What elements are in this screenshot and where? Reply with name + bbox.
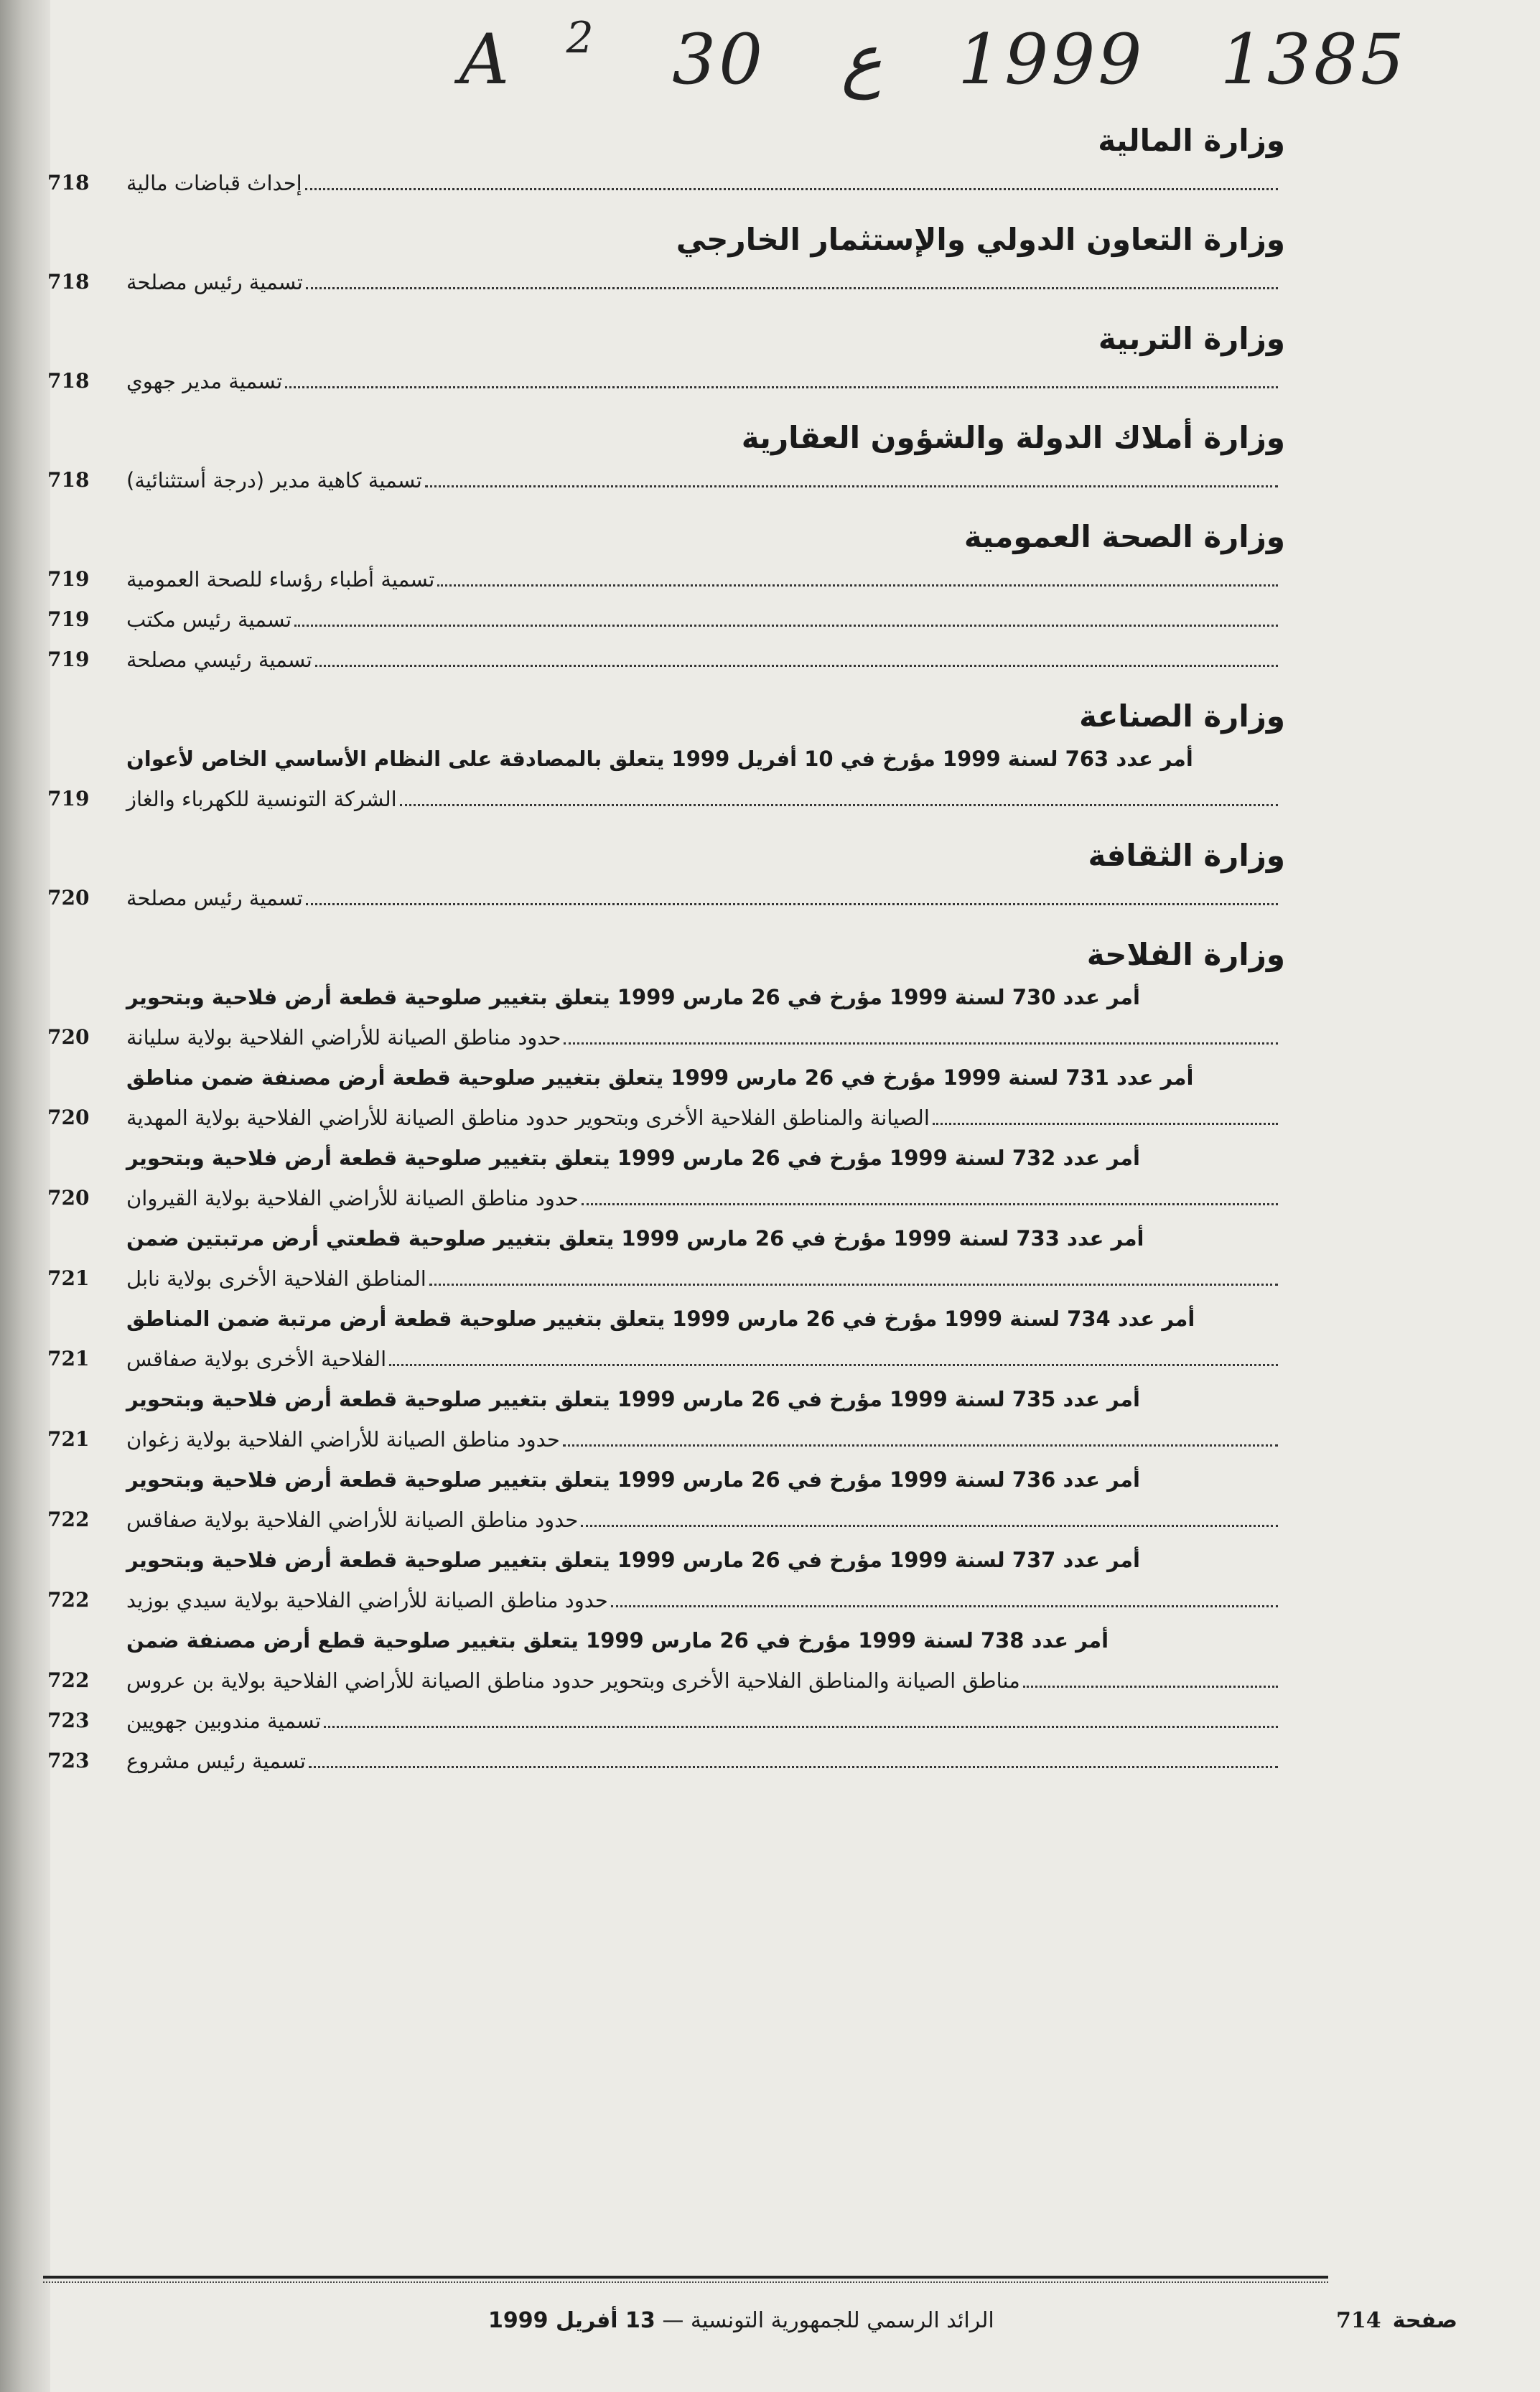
toc-entry-text [126,163,1328,203]
toc-page-number: 721 [47,1266,90,1290]
toc-line-text: حدود مناطق الصيانة للأراضي الفلاحية بولاية صفاقس [126,1508,579,1532]
toc-line-text: تسمية رئيسي مصلحة [126,648,312,672]
ministry-heading: وزارة الثقافة [1088,838,1285,873]
toc-line-text: حدود مناطق الصيانة للأراضي الفلاحية بولاية القيروان [126,1186,579,1210]
dot-leader [564,1042,1278,1045]
toc-line-text: الصيانة والمناطق الفلاحية الأخرى وبتحوير حدود مناطق الصيانة للأراضي الفلاحية بولاية المهدية [126,1106,930,1130]
toc-line-text: تسمية رئيس مصلحة [126,886,303,910]
handwritten-mark: 1385 [1220,19,1407,100]
footer-dotted-rule [43,2281,1328,2283]
toc-line-text: الشركة التونسية للكهرباء والغاز [126,787,397,811]
toc-entry [43,1379,1328,1459]
dot-leader [933,1122,1278,1125]
toc-entry-text [126,1057,1328,1138]
toc-entry-line [126,1218,1285,1258]
toc-entry-line [126,1339,1285,1379]
toc-page-number: 718 [47,171,90,195]
toc-page-number: 719 [47,567,90,591]
ministry-heading: وزارة التعاون الدولي والإستثمار الخارجي [676,222,1285,257]
dot-leader [285,386,1278,388]
toc-entry-text [126,977,1328,1057]
page-number: 714 [1335,2308,1381,2333]
dot-leader [611,1604,1278,1607]
toc-entry-line [126,599,1285,640]
toc-line-text: أمر عدد 737 لسنة 1999 مؤرخ في 26 مارس 1999 يتعلق بتغيير صلوحية قطعة أرض فلاحية وبتحوير [126,1548,1140,1572]
toc-page-number: 723 [47,1709,90,1732]
dot-leader [306,286,1278,289]
toc-line-text: أمر عدد 734 لسنة 1999 مؤرخ في 26 مارس 1999 يتعلق بتغيير صلوحية قطعة أرض مرتبة ضمن المناطق [126,1307,1195,1331]
dot-leader [582,1202,1278,1205]
dot-leader [309,1765,1278,1768]
section-gap [43,203,1328,218]
toc-entry-line [126,1258,1285,1299]
handwritten-mark: 30 [672,19,766,100]
toc-entry [43,878,1328,918]
section-gap [43,1781,1328,1795]
toc-entry [43,1299,1328,1379]
toc-line-text: أمر عدد 731 لسنة 1999 مؤرخ في 26 مارس 1999 يتعلق بتغيير صلوحية قطعة أرض مصنفة ضمن مناطق [126,1065,1194,1090]
toc-entry-text [126,460,1328,500]
toc-entry-line [126,779,1285,819]
toc-entry-text [126,739,1328,819]
journal-name: الرائد الرسمي للجمهورية التونسية [690,2308,994,2333]
section-gap [43,680,1328,694]
toc-entry-line [126,361,1285,401]
toc-page-number: 722 [47,1508,90,1531]
ministry-heading: وزارة الصحة العمومية [963,519,1285,554]
toc-line-text: أمر عدد 735 لسنة 1999 مؤرخ في 26 مارس 1999 يتعلق بتغيير صلوحية قطعة أرض فلاحية وبتحوير [126,1387,1140,1411]
toc-entry [43,640,1328,680]
toc-entry-line [126,1660,1285,1701]
toc-entry-line [126,1701,1285,1741]
journal-title: الرائد الرسمي للجمهورية التونسية — 13 أفريل 1999 [488,2308,994,2333]
dot-leader [581,1524,1278,1527]
toc-entry [43,1620,1328,1701]
handwritten-mark: ع [841,19,882,100]
page-number-block [1336,2308,1457,2333]
toc-entry-line [126,1379,1285,1419]
dot-leader [400,803,1278,806]
toc-entry [43,1701,1328,1741]
toc-line-text: تسمية مدير جهوي [126,369,283,393]
ministry-heading: وزارة التربية [1098,321,1285,356]
toc-page-number: 718 [47,270,90,294]
handwritten-mark: 1999 [958,19,1145,100]
footer-rule [43,2276,1328,2279]
toc-entry-text [126,1741,1328,1781]
section-gap [43,302,1328,317]
toc-entry-text [126,1218,1328,1299]
section-gap [43,819,1328,833]
toc-line-text: أمر عدد 732 لسنة 1999 مؤرخ في 26 مارس 1999 يتعلق بتغيير صلوحية قطعة أرض فلاحية وبتحوير [126,1146,1140,1170]
toc-entry-text [126,1299,1328,1379]
toc-entry [43,163,1328,203]
toc-entry-text [126,1379,1328,1459]
dot-leader [315,664,1278,667]
toc-entry [43,262,1328,302]
ministry-heading: وزارة أملاك الدولة والشؤون العقارية [741,420,1285,455]
toc-page-number: 723 [47,1749,90,1772]
dot-leader [294,624,1278,627]
toc-entry-line [126,163,1285,203]
toc-entry-text [126,1540,1328,1620]
toc-page-number: 721 [47,1347,90,1370]
toc-entry [43,739,1328,819]
toc-line-text: أمر عدد 763 لسنة 1999 مؤرخ في 10 أفريل 1999 يتعلق بالمصادقة على النظام الأساسي الخاص لأعوان [126,747,1193,771]
toc-entry-line [126,1057,1285,1098]
dot-leader [1023,1685,1278,1688]
toc-entry [43,559,1328,599]
dot-leader [425,485,1278,487]
toc-entry-text [126,361,1328,401]
dot-leader [437,584,1278,587]
toc-line-text: تسمية رئيس مصلحة [126,270,303,294]
toc-page-number: 719 [47,648,90,671]
toc-line-text: المناطق الفلاحية الأخرى بولاية نابل [126,1266,426,1291]
toc-entry [43,599,1328,640]
toc-entry-line [126,1098,1285,1138]
toc-entry [43,1459,1328,1540]
toc-entry [43,1057,1328,1138]
toc-page-number: 720 [47,1025,90,1049]
toc-entry-line [126,1419,1285,1459]
toc-entry-text [126,1138,1328,1218]
toc-entry-line [126,1500,1285,1540]
dot-leader [389,1363,1278,1366]
toc-entry-line [126,1178,1285,1218]
toc-entry-text [126,1620,1328,1701]
toc-page-number: 719 [47,607,90,631]
toc-page-number: 718 [47,468,90,492]
toc-entry-text [126,640,1328,680]
toc-entry [43,1540,1328,1620]
section-gap [43,918,1328,933]
toc-line-text: أمر عدد 736 لسنة 1999 مؤرخ في 26 مارس 1999 يتعلق بتغيير صلوحية قطعة أرض فلاحية وبتحوير [126,1467,1140,1492]
toc-entry-line [126,559,1285,599]
toc-line-text: تسمية كاهية مدير (درجة أستثنائية) [126,468,422,492]
page-label: صفحة [1392,2308,1457,2333]
toc-entry-line [126,1459,1285,1500]
toc-entry-line [126,1299,1285,1339]
toc-entry-line [126,739,1285,779]
toc-entry-line [126,1017,1285,1057]
dot-leader [563,1444,1278,1447]
toc-page-number: 722 [47,1588,90,1612]
toc-entry [43,1218,1328,1299]
toc-entry-line [126,977,1285,1017]
table-of-contents [43,118,1328,1795]
toc-page-number: 722 [47,1668,90,1692]
toc-page-number: 720 [47,886,90,910]
toc-line-text: الفلاحية الأخرى بولاية صفاقس [126,1347,387,1371]
ministry-heading: وزارة الصناعة [1079,699,1285,734]
toc-line-text: أمر عدد 738 لسنة 1999 مؤرخ في 26 مارس 1999 يتعلق بتغيير صلوحية قطع أرض مصنفة ضمن [126,1628,1109,1653]
handwritten-mark: A [459,19,513,100]
toc-entry-text [126,878,1328,918]
toc-entry-line [126,640,1285,680]
handwritten-mark: 2 [566,13,597,63]
toc-entry-text [126,559,1328,599]
toc-line-text: مناطق الصيانة والمناطق الفلاحية الأخرى وبتحوير حدود مناطق الصيانة للأراضي الفلاحية بولاية بن عروس [126,1668,1020,1693]
toc-entry [43,1138,1328,1218]
toc-entry [43,1741,1328,1781]
toc-entry [43,977,1328,1057]
toc-entry [43,361,1328,401]
page-footer [43,2308,1457,2351]
dot-leader [306,902,1278,905]
toc-entry-line [126,1580,1285,1620]
ministry-heading: وزارة المالية [1098,123,1285,158]
toc-entry-text [126,1701,1328,1741]
dot-leader [324,1725,1278,1728]
toc-line-text: حدود مناطق الصيانة للأراضي الفلاحية بولاية سيدي بوزيد [126,1588,608,1612]
ministry-heading: وزارة الفلاحة [1086,937,1285,972]
toc-line-text: تسمية رئيس مكتب [126,607,292,632]
toc-page-number: 720 [47,1186,90,1210]
dot-leader [429,1283,1278,1286]
toc-line-text: أمر عدد 730 لسنة 1999 مؤرخ في 26 مارس 1999 يتعلق بتغيير صلوحية قطعة أرض فلاحية وبتحوير [126,985,1140,1009]
toc-line-text: حدود مناطق الصيانة للأراضي الفلاحية بولاية سليانة [126,1025,561,1050]
toc-entry [43,460,1328,500]
toc-entry-text [126,599,1328,640]
toc-line-text: تسمية رئيس مشروع [126,1749,306,1773]
toc-line-text: حدود مناطق الصيانة للأراضي الفلاحية بولاية زغوان [126,1427,560,1452]
toc-entry-line [126,1741,1285,1781]
toc-page-number: 720 [47,1106,90,1129]
toc-line-text: تسمية أطباء رؤساء للصحة العمومية [126,567,435,592]
toc-entry-text [126,262,1328,302]
handwritten-archive-note [459,13,1407,100]
toc-entry-line [126,460,1285,500]
section-gap [43,500,1328,515]
section-gap [43,401,1328,416]
toc-entry-line [126,878,1285,918]
toc-entry-text [126,1459,1328,1540]
toc-entry-line [126,262,1285,302]
toc-entry-line [126,1620,1285,1660]
toc-page-number: 721 [47,1427,90,1451]
toc-line-text: أمر عدد 733 لسنة 1999 مؤرخ في 26 مارس 1999 يتعلق بتغيير صلوحية قطعتي أرض مرتبتين ضمن [126,1226,1144,1251]
journal-date: 13 أفريل 1999 [488,2308,655,2333]
dot-leader [305,187,1278,190]
toc-line-text: إحداث قباضات مالية [126,171,302,195]
toc-line-text: تسمية مندوبين جهويين [126,1709,322,1733]
toc-entry-line [126,1540,1285,1580]
toc-page-number: 719 [47,787,90,810]
toc-entry-line [126,1138,1285,1178]
toc-page-number: 718 [47,369,90,393]
